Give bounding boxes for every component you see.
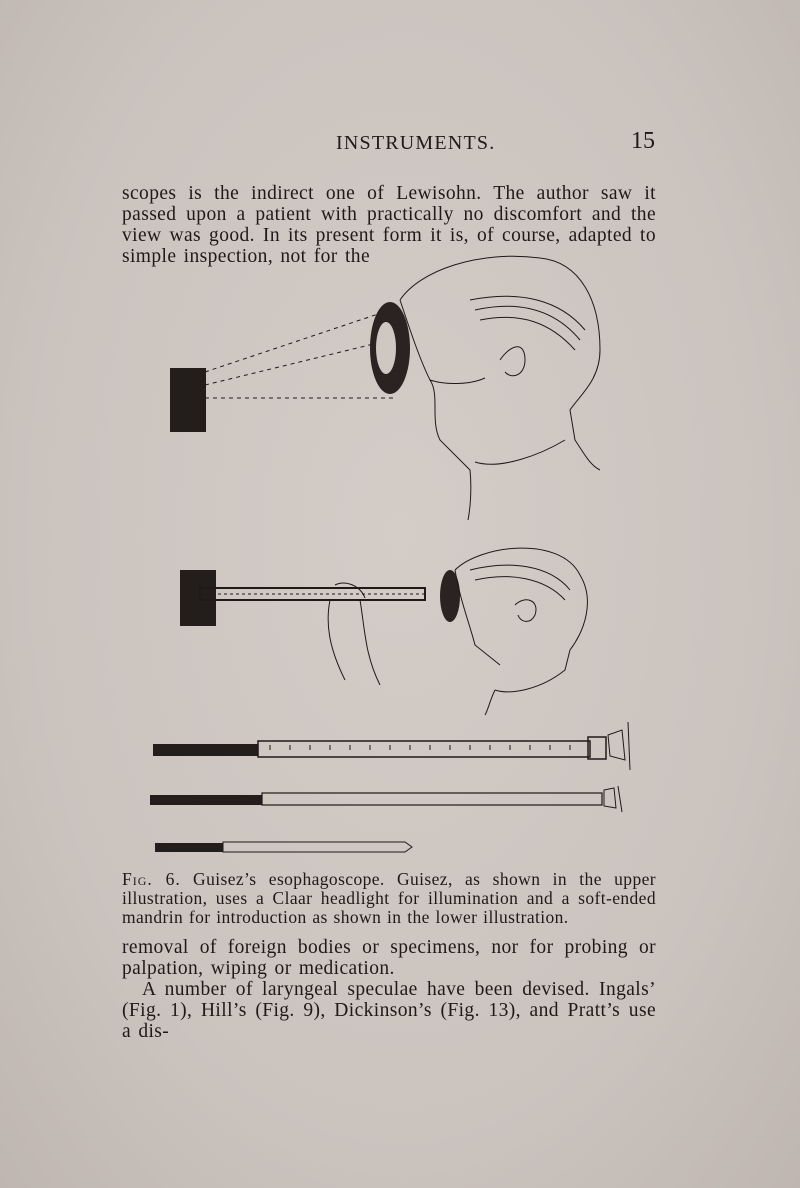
figure-caption — [122, 870, 656, 927]
lower-illustration — [180, 548, 587, 715]
instrument-esophagoscope — [153, 722, 630, 770]
instrument-short-tube — [155, 842, 412, 852]
esophagoscope-tube-lower — [200, 588, 425, 600]
page-number: 15 — [631, 128, 655, 154]
instrument-mandrin — [150, 786, 622, 812]
lower-mirror-plate — [180, 570, 216, 626]
upper-illustration — [170, 256, 600, 520]
paragraph-top: scopes is the indirect one of Lewisohn. The author saw it passed upon a patient with practically no discomfort and the view was good. In its present form it is, of course, adapted to simple inspection, not for the — [122, 183, 656, 267]
paragraph-bottom-1: removal of foreign bodies or specimens, nor for probing or palpation, wiping or medication. — [122, 937, 656, 979]
figure-caption-label: Fig. 6. — [122, 869, 181, 889]
paragraph-bottom-2: A number of laryngeal speculae have been devised. Ingals’ (Fig. 1), Hill’s (Fig. 9), Dickinson’s (Fig. 13), and Pratt’s use a dis- — [122, 979, 656, 1042]
running-title: INSTRUMENTS. — [336, 132, 496, 154]
figure-caption-text: Guisez’s esophagoscope. Guisez, as shown in the upper illustration, uses a Claar headlight for illumination and a soft-ended mandrin for introduction as shown in the lower illustration. — [122, 869, 656, 927]
upper-mirror-plate — [170, 368, 206, 432]
